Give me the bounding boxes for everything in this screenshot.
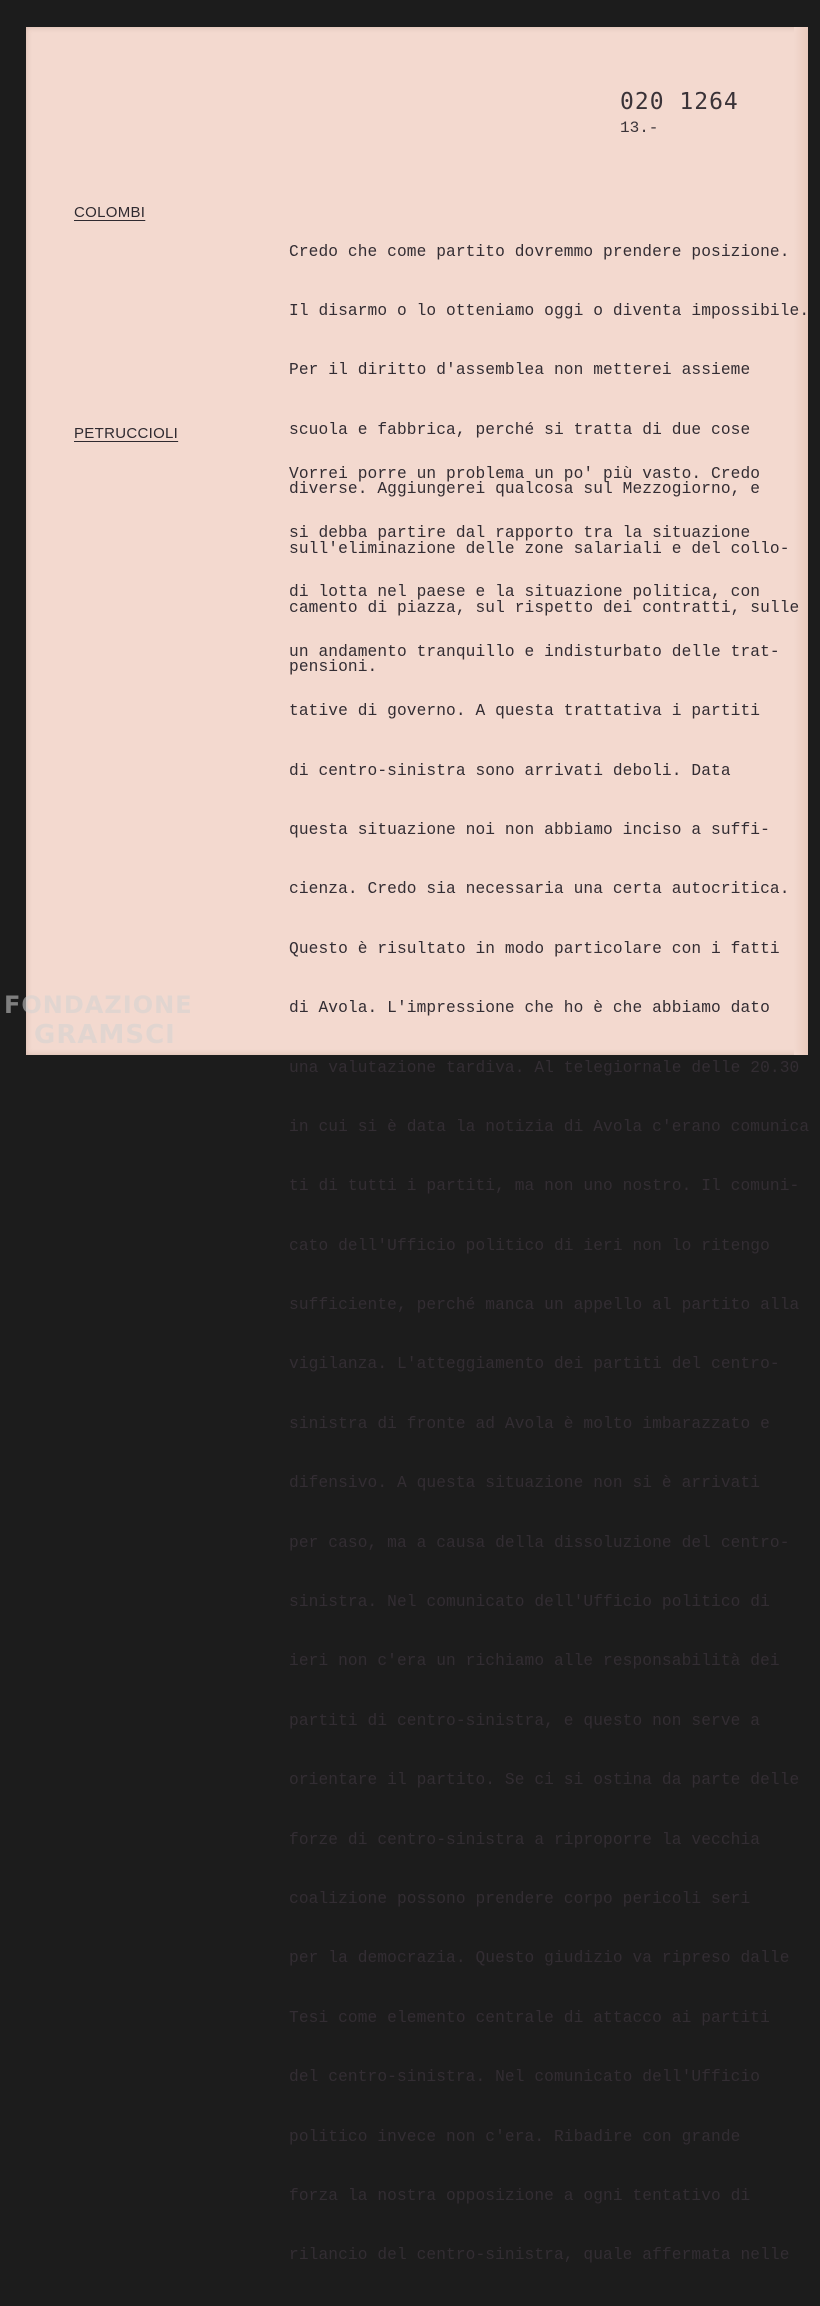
- text-line: di lotta nel paese e la situazione politica, con: [289, 583, 761, 602]
- text-line: ieri non c'era un richiamo alle responsabilità dei: [289, 1652, 780, 1671]
- speaker-name: PETRUCCIOLI: [74, 425, 179, 442]
- text-line: tative di governo. A questa trattativa i partiti: [289, 702, 761, 721]
- text-line: coalizione possono prendere corpo pericoli seri: [289, 1889, 751, 1908]
- text-line: Questo è risultato in modo particolare con i fatti: [289, 939, 780, 958]
- text-line: diverse. Aggiungerei qualcosa sul Mezzogiorno, e: [289, 480, 761, 499]
- speech-text-petruccioli: [289, 425, 809, 2306]
- text-line: un andamento tranquillo e indisturbato delle trat-: [289, 642, 780, 661]
- text-line: Credo che come partito dovremmo prendere posizione.: [289, 242, 790, 261]
- text-line: una valutazione tardiva. Al telegiornale delle 20.30: [289, 1058, 800, 1077]
- text-line: Per il diritto d'assemblea non metterei assieme: [289, 361, 751, 380]
- text-line: politico invece non c'era. Ribadire con grande: [289, 2127, 741, 2146]
- text-line: camento di piazza, sul rispetto dei contratti, sulle: [289, 598, 800, 617]
- text-line: pensioni.: [289, 658, 378, 677]
- text-line: in cui si è data la notizia di Avola c'erano comunica: [289, 1117, 810, 1136]
- text-line: scuola e fabbrica, perché si tratta di due cose: [289, 420, 751, 439]
- text-line: di Avola. L'impressione che ho è che abbiamo dato: [289, 999, 770, 1018]
- text-line: si debba partire dal rapporto tra la situazione: [289, 523, 751, 542]
- text-line: sinistra. Nel comunicato dell'Ufficio politico di: [289, 1593, 770, 1612]
- text-line: di centro-sinistra sono arrivati deboli. Data: [289, 761, 731, 780]
- text-line: sinistra di fronte ad Avola è molto imbarazzato e: [289, 1414, 770, 1433]
- text-line: Tesi come elemento centrale di attacco ai partiti: [289, 2008, 770, 2027]
- text-line: Il disarmo o lo otteniamo oggi o diventa impossibile.: [289, 301, 810, 320]
- text-line: difensivo. A questa situazione non si è arrivati: [289, 1474, 761, 1493]
- text-line: forza la nostra opposizione a ogni tentativo di: [289, 2186, 751, 2205]
- watermark-line: GRAMSCI: [34, 1020, 176, 1050]
- text-line: forze di centro-sinistra a riproporre la vecchia: [289, 1830, 761, 1849]
- text-line: sull'eliminazione delle zone salariali e del collo-: [289, 539, 790, 558]
- text-line: cienza. Credo sia necessaria una certa autocritica.: [289, 880, 790, 899]
- text-line: per caso, ma a causa della dissoluzione del centro-: [289, 1533, 790, 1552]
- page-number: 13.-: [620, 119, 659, 137]
- document-page: [26, 27, 810, 2265]
- text-line: ti di tutti i partiti, ma non uno nostro. Il comuni-: [289, 1177, 800, 1196]
- watermark-line: FONDAZIONE: [4, 991, 193, 1019]
- speaker-name: COLOMBI: [74, 204, 146, 221]
- text-line: del centro-sinistra. Nel comunicato dell'Ufficio: [289, 2068, 761, 2087]
- text-line: orientare il partito. Se ci si ostina da parte delle: [289, 1771, 800, 1790]
- text-line: Vorrei porre un problema un po' più vasto. Credo: [289, 464, 761, 483]
- text-line: vigilanza. L'atteggiamento dei partiti del centro-: [289, 1355, 780, 1374]
- text-line: per la democrazia. Questo giudizio va ripreso dalle: [289, 1949, 790, 1968]
- text-line: cato dell'Ufficio politico di ieri non lo ritengo: [289, 1236, 770, 1255]
- text-line: rilancio del centro-sinistra, quale affermata nelle: [289, 2246, 790, 2265]
- fondazione-gramsci-watermark: [4, 990, 193, 1050]
- text-line: partiti di centro-sinistra, e questo non serve a: [289, 1711, 761, 1730]
- text-line: sufficiente, perché manca un appello al partito alla: [289, 1296, 800, 1315]
- document-number: 020 1264: [620, 89, 739, 115]
- text-line: questa situazione noi non abbiamo inciso a suffi-: [289, 820, 770, 839]
